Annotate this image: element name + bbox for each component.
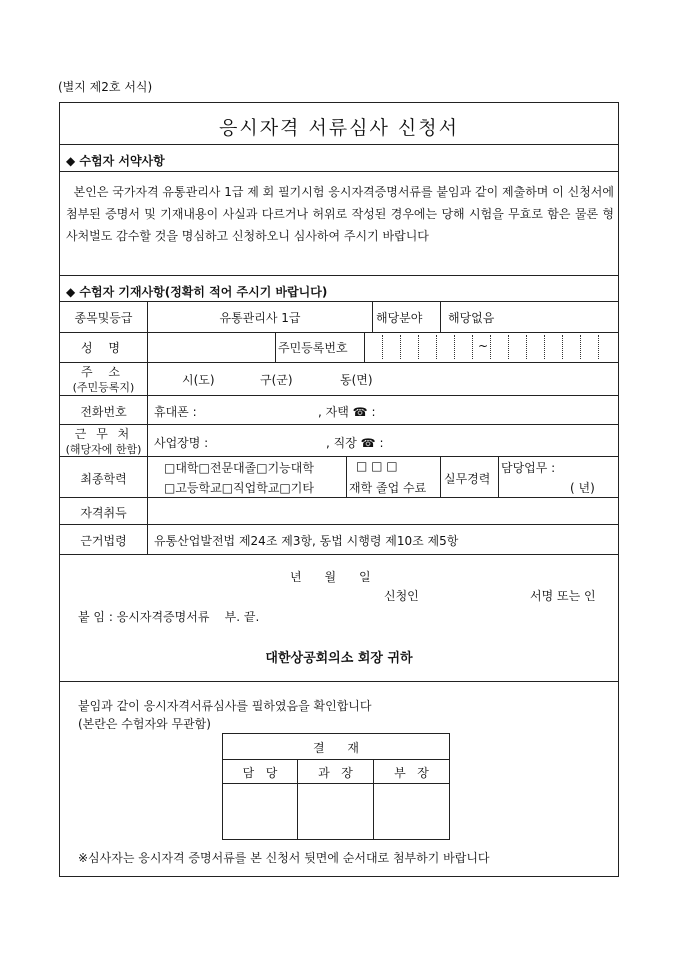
work-label: 근 무 처 [74, 427, 133, 441]
legal-basis-label: 근거법령 [80, 534, 127, 548]
cell-divider [372, 301, 373, 332]
divider [60, 497, 618, 498]
grade-value: 유통관리사 1급 [219, 311, 301, 325]
approver-director: 부 장 [394, 766, 429, 780]
status-checkboxes[interactable]: □ □ □ [356, 459, 398, 473]
date-line: 년 월 일 [290, 570, 371, 584]
form-title: 응시자격 서류심사 신청서 [219, 117, 459, 139]
qualification-label: 자격취득 [80, 506, 127, 520]
cell-divider [275, 332, 276, 362]
divider [60, 395, 618, 396]
column-divider [147, 301, 148, 554]
divider [60, 301, 618, 302]
approver-staff: 담 당 [242, 766, 278, 780]
pledge-text: 본인은 국가자격 유통관리사 1급 제 회 필기시험 응시자격증명서류를 붙임과 같이 제출하며 이 신청서에 첨부된 증명서 및 기재내용이 사실과 다르거나 허위로 작성된 경우에는 당해 시험을 무효로 함은 물론 형사처벌도 감수할 것을 명심하고 신청하오니 심사하여 주시기 바랍니다 [66, 185, 614, 243]
company-label: 사업장명 : [154, 436, 209, 450]
recipient: 대한상공회의소 회장 귀하 [265, 651, 413, 666]
home-phone: , 자택 ☎ : [318, 405, 376, 419]
experience-label: 실무경력 [444, 472, 491, 486]
approval-title: 결 재 [312, 741, 360, 755]
field-label: 해당분야 [376, 311, 423, 325]
legal-basis-value: 유통산업발전법 제24조 제3항, 동법 시행령 제10조 제5항 [154, 534, 459, 548]
education-options-1: □대학□전문대졸□기능대학 [164, 461, 314, 475]
review-note: (본란은 수험자와 무관함) [78, 717, 211, 731]
grade-label: 종목및등급 [74, 311, 133, 325]
divider [60, 171, 618, 172]
applicant-info-heading: ◆ 수험자 기재사항(정확히 적어 주시기 바랍니다) [66, 285, 328, 299]
cell-divider [498, 456, 499, 497]
review-footnote: ※심사자는 응시자격 증명서류를 본 신청서 뒷면에 순서대로 첨부하기 바랍니다 [78, 851, 490, 865]
divider [60, 524, 618, 525]
divider [60, 456, 618, 457]
phone-icon: ☎ [352, 405, 368, 419]
cell-divider [440, 456, 441, 497]
education-label: 최종학력 [80, 472, 127, 486]
education-options-2: □고등학교□직업학교□기타 [164, 481, 314, 495]
address-dong: 동(면) [340, 373, 373, 387]
work-sublabel: (해당자에 한함) [65, 443, 142, 456]
address-label: 주 소 [81, 365, 126, 379]
divider [60, 681, 618, 682]
application-form [59, 102, 619, 877]
approver-manager: 과 장 [318, 766, 353, 780]
cell-divider [346, 456, 347, 497]
attachment-line: 붙 임 : 응시자격증명서류 부. 끝. [78, 610, 260, 624]
address-sublabel: (주민등록지) [72, 381, 135, 394]
cell-divider [364, 332, 365, 362]
rrn-label: 주민등록번호 [278, 341, 348, 355]
form-number-label: (별지 제2호 서식) [58, 80, 153, 94]
divider [60, 144, 618, 145]
divider [60, 275, 618, 276]
address-gu: 구(군) [260, 373, 293, 387]
duty-label: 담당업무 : [501, 461, 556, 475]
sign-label: 서명 또는 인 [530, 589, 596, 603]
rrn-separator: ~ [478, 339, 489, 353]
years-field: ( 년) [570, 481, 595, 495]
divider [60, 332, 618, 333]
applicant-label: 신청인 [384, 589, 419, 603]
office-phone: , 직장 ☎ : [326, 436, 384, 450]
approval-table [222, 733, 450, 840]
name-label: 성 명 [81, 341, 126, 355]
address-si: 시(도) [182, 373, 215, 387]
review-confirmation: 붙임과 같이 응시자격서류심사를 필하였음을 확인합니다 [78, 699, 372, 713]
phone-label: 전화번호 [80, 405, 127, 419]
phone-icon: ☎ [360, 436, 376, 450]
mobile-label: 휴대폰 : [154, 405, 197, 419]
pledge-heading: ◆ 수험자 서약사항 [66, 154, 165, 168]
cell-divider [440, 301, 441, 332]
status-labels: 재학 졸업 수료 [349, 481, 427, 495]
divider [60, 554, 618, 555]
field-value: 해당없음 [448, 311, 495, 325]
